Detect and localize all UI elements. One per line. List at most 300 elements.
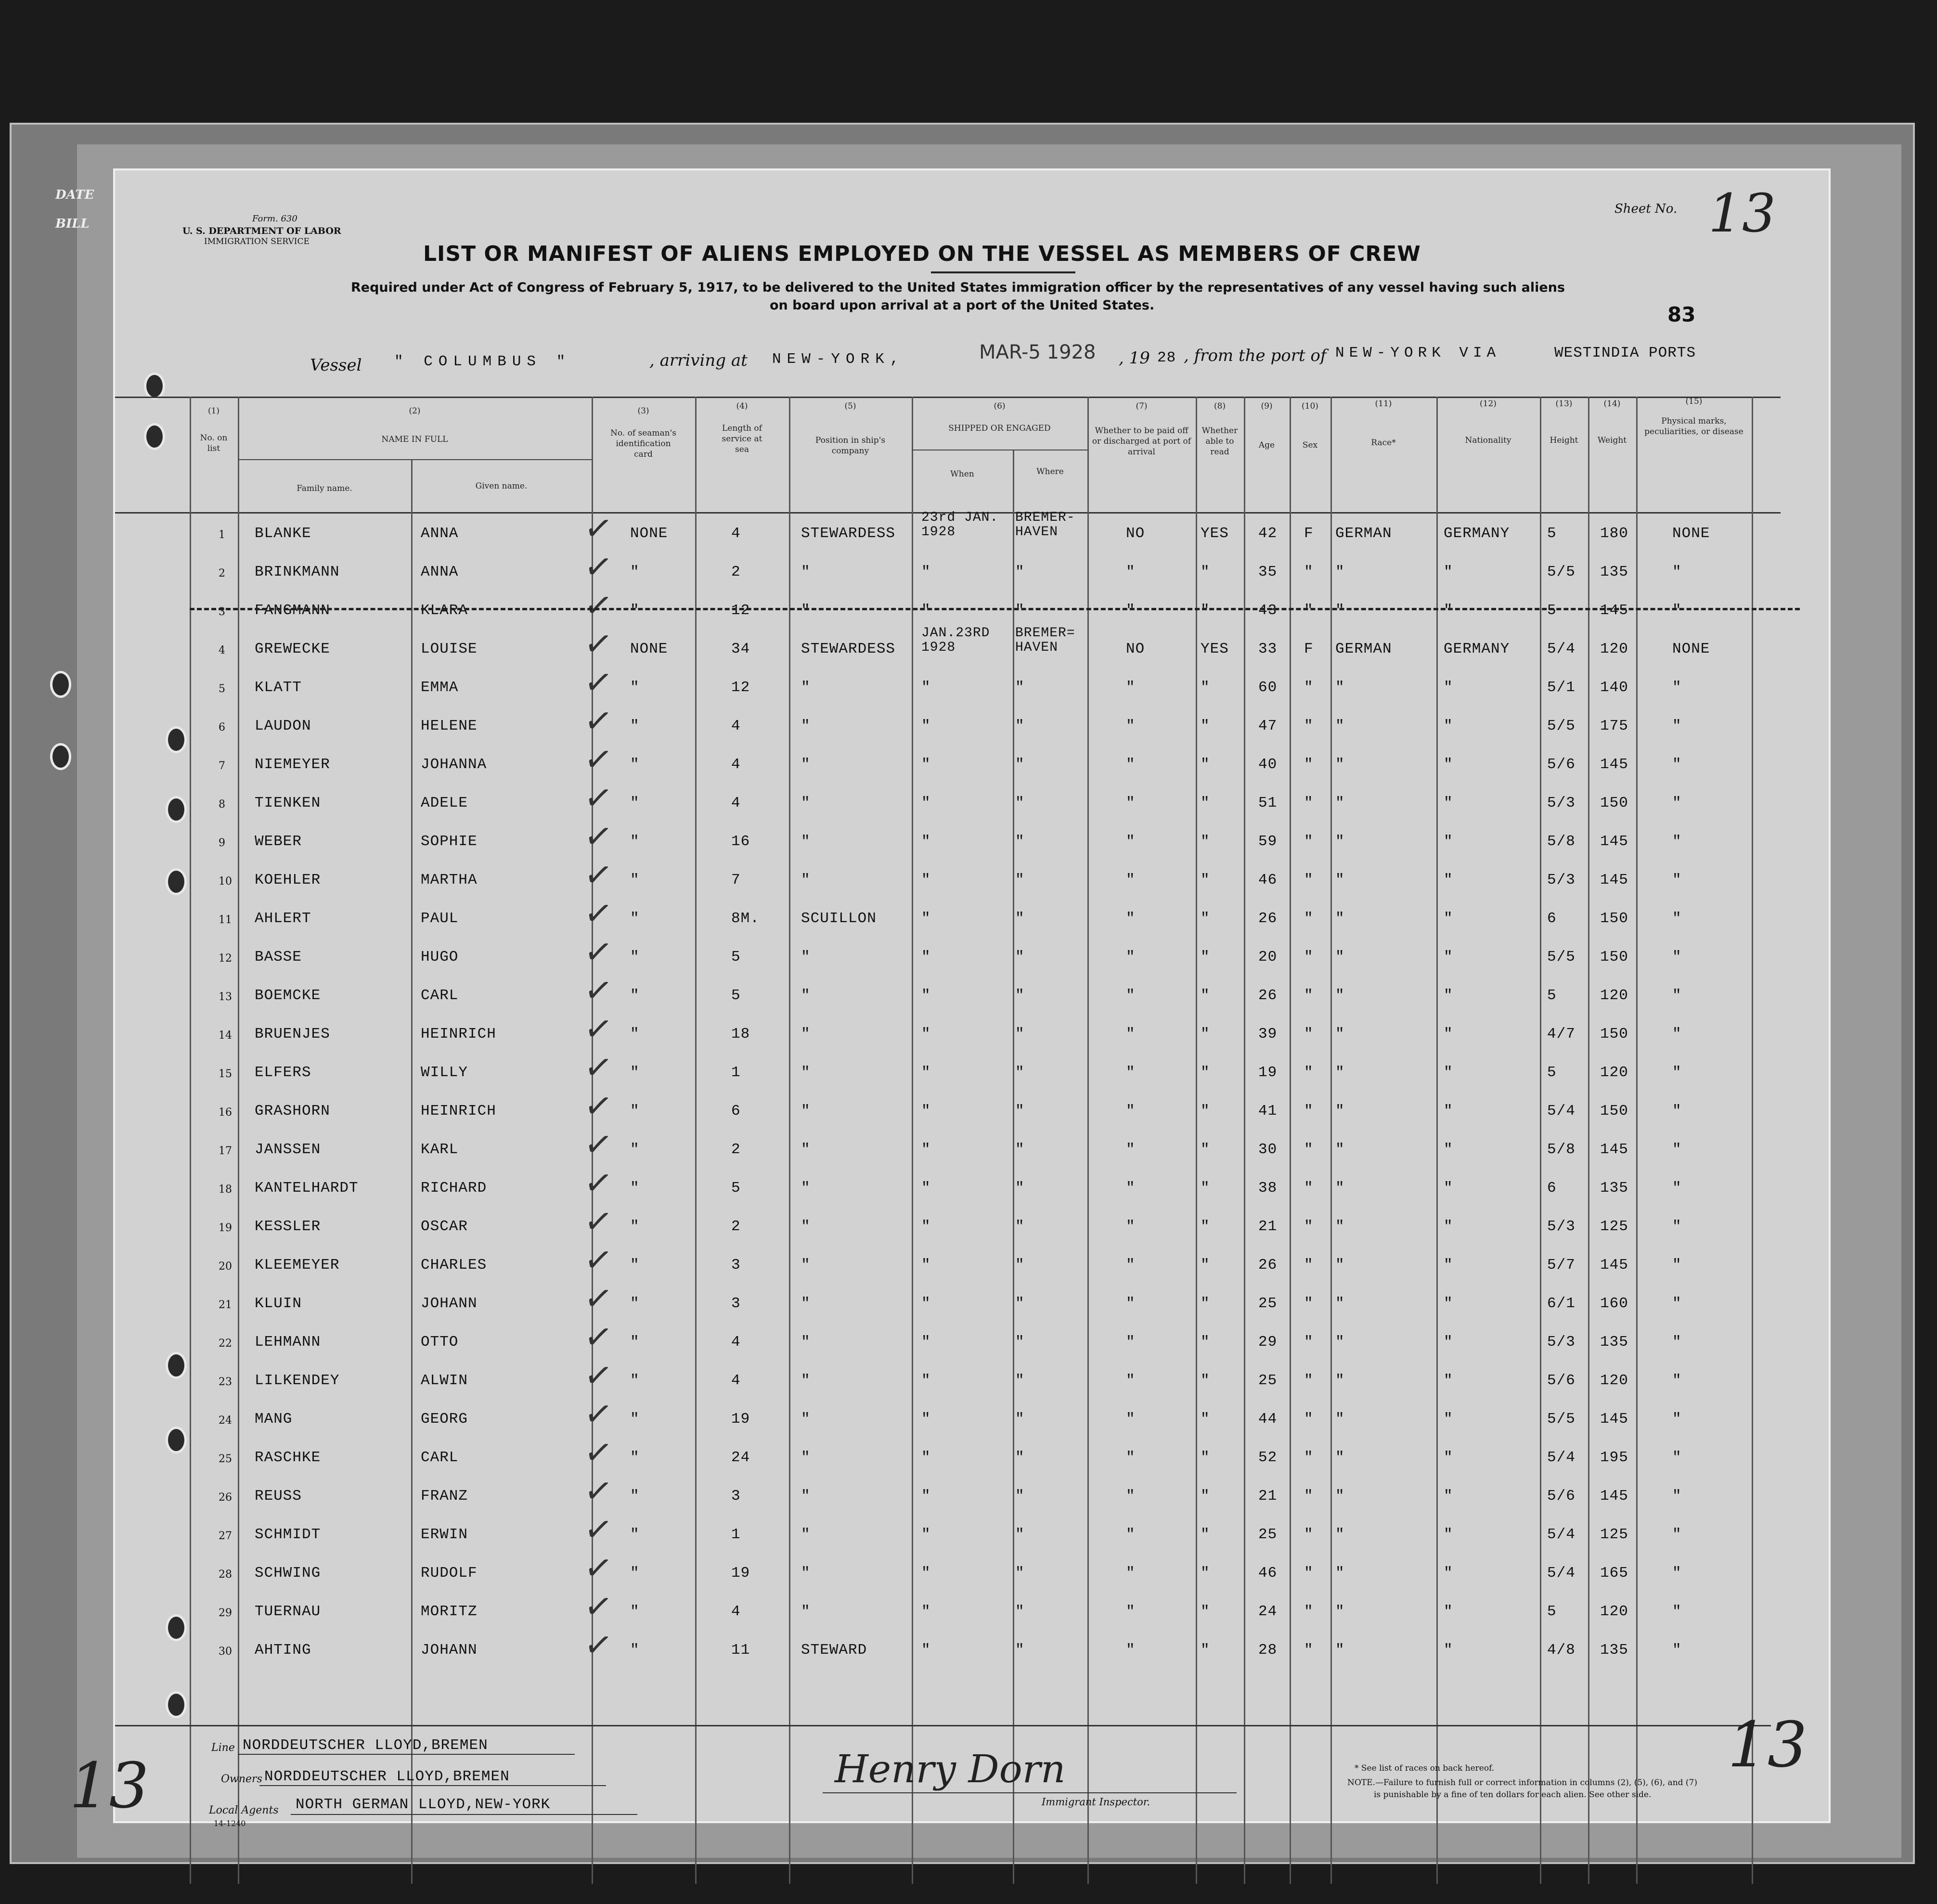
given-name: JOHANNA: [421, 756, 487, 773]
race: ": [1335, 1488, 1345, 1505]
physical-marks: ": [1672, 564, 1682, 580]
age: 26: [1258, 987, 1278, 1004]
height: 5/5: [1547, 564, 1575, 580]
paid-off: ": [1126, 602, 1136, 619]
physical-marks: ": [1672, 1103, 1682, 1119]
table-row: [115, 1508, 1829, 1554]
age: 44: [1258, 1411, 1278, 1428]
sex: ": [1304, 602, 1314, 619]
row-number: 17: [219, 1145, 232, 1157]
col3-header: No. of seaman's identification card: [610, 428, 677, 459]
able-to-read: ": [1201, 564, 1210, 580]
subtitle-line1: Required under Act of Congress of February 5, 1917, to be delivered to the United States immigration officer by the representatives of any vessel having such aliens: [351, 280, 1565, 295]
owners-value: NORDDEUTSCHER LLOYD,BREMEN: [264, 1768, 510, 1785]
table-row: [115, 1161, 1829, 1207]
nationality: ": [1444, 1526, 1453, 1543]
age: 43: [1258, 602, 1278, 619]
able-to-read: ": [1201, 1642, 1210, 1659]
height: 5/4: [1547, 1565, 1575, 1582]
checkmark-icon: ✓: [581, 1546, 616, 1590]
age: 39: [1258, 1026, 1278, 1042]
card-number: NONE: [630, 525, 668, 542]
shipped-when: ": [921, 1449, 931, 1466]
card-number: ": [630, 1218, 640, 1235]
paid-off: NO: [1126, 525, 1145, 542]
agents-label: Local Agents: [209, 1804, 279, 1816]
nationality: ": [1444, 1603, 1453, 1620]
punch-hole: [50, 671, 71, 698]
physical-marks: ": [1672, 1295, 1682, 1312]
length-of-service: 7: [731, 872, 741, 888]
race: ": [1335, 756, 1345, 773]
length-of-service: 24: [731, 1449, 750, 1466]
card-number: ": [630, 1565, 640, 1582]
length-of-service: 12: [731, 602, 750, 619]
given-name: GEORG: [421, 1411, 468, 1428]
shipped-where: ": [1015, 1603, 1025, 1620]
col7-header: Whether to be paid off or discharged at port of arrival: [1092, 426, 1191, 457]
checkmark-icon: ✓: [581, 1161, 616, 1205]
height: 5/3: [1547, 795, 1575, 811]
shipped-where: ": [1015, 795, 1025, 811]
row-number: 24: [219, 1415, 232, 1427]
able-to-read: ": [1201, 1257, 1210, 1274]
checkmark-icon: ✓: [581, 1623, 616, 1667]
table-row: [115, 1200, 1829, 1246]
table-row: [115, 1354, 1829, 1400]
race: GERMAN: [1335, 525, 1392, 542]
year-label: , 19: [1119, 348, 1150, 368]
able-to-read: ": [1201, 1526, 1210, 1543]
weight: 120: [1600, 1603, 1628, 1620]
shipped-when: JAN.23RD 1928: [921, 626, 990, 655]
paid-off: ": [1126, 1334, 1136, 1351]
race: ": [1335, 718, 1345, 734]
table-row: [115, 1431, 1829, 1477]
race: ": [1335, 910, 1345, 927]
col12-number: (12): [1480, 399, 1497, 409]
given-name: RICHARD: [421, 1180, 487, 1196]
nationality: ": [1444, 1026, 1453, 1042]
shipped-when: ": [921, 1180, 931, 1196]
family-name: FANGMANN: [255, 602, 330, 619]
sex: ": [1304, 756, 1314, 773]
shipped-where: ": [1015, 1257, 1025, 1274]
given-name: OTTO: [421, 1334, 459, 1351]
nationality: ": [1444, 1295, 1453, 1312]
physical-marks: ": [1672, 1565, 1682, 1582]
card-number: ": [630, 1526, 640, 1543]
position: ": [801, 987, 811, 1004]
from-label: , from the port of: [1184, 346, 1327, 365]
family-name: SCHWING: [255, 1565, 321, 1582]
shipped-where: ": [1015, 1372, 1025, 1389]
nationality: ": [1444, 1488, 1453, 1505]
card-number: ": [630, 1141, 640, 1158]
agents-value: NORTH GERMAN LLOYD,NEW-YORK: [296, 1796, 551, 1813]
physical-marks: ": [1672, 1334, 1682, 1351]
shipped-when: ": [921, 1295, 931, 1312]
col9-header: Age: [1258, 440, 1275, 450]
table-row: [115, 622, 1829, 668]
paid-off: ": [1126, 1141, 1136, 1158]
shipped-where: ": [1015, 872, 1025, 888]
shipped-where: ": [1015, 1488, 1025, 1505]
table-row: [115, 1084, 1829, 1130]
col15-number: (15): [1685, 397, 1703, 406]
age: 51: [1258, 795, 1278, 811]
age: 40: [1258, 756, 1278, 773]
given-name: FRANZ: [421, 1488, 468, 1505]
card-number: ": [630, 910, 640, 927]
weight: 195: [1600, 1449, 1628, 1466]
nationality: ": [1444, 602, 1453, 619]
col6-when-header: When: [950, 469, 974, 479]
line-rule: [238, 1754, 575, 1755]
col11-number: (11): [1375, 399, 1392, 409]
able-to-read: ": [1201, 1411, 1210, 1428]
shipped-where: ": [1015, 1411, 1025, 1428]
shipped-when: ": [921, 1218, 931, 1235]
row-number: 3: [219, 606, 225, 618]
row-number: 2: [219, 567, 225, 579]
race: GERMAN: [1335, 641, 1392, 657]
age: 38: [1258, 1180, 1278, 1196]
paid-off: ": [1126, 679, 1136, 696]
given-name: SOPHIE: [421, 833, 478, 850]
col2-header: NAME IN FULL: [381, 435, 448, 444]
row-number: 9: [219, 837, 225, 849]
paid-off: ": [1126, 1411, 1136, 1428]
col8-number: (8): [1214, 401, 1226, 411]
age: 59: [1258, 833, 1278, 850]
weight: 150: [1600, 1026, 1628, 1042]
given-name: HUGO: [421, 949, 459, 965]
nationality: GERMANY: [1444, 525, 1510, 542]
handwritten-13-right: 13: [1728, 1708, 1808, 1781]
checkmark-icon: ✓: [581, 930, 616, 974]
length-of-service: 3: [731, 1257, 741, 1274]
row-number: 10: [219, 875, 232, 888]
physical-marks: ": [1672, 718, 1682, 734]
checkmark-icon: ✓: [581, 1084, 616, 1128]
height: 5/6: [1547, 756, 1575, 773]
nationality: ": [1444, 795, 1453, 811]
height: 5/3: [1547, 872, 1575, 888]
able-to-read: ": [1201, 756, 1210, 773]
weight: 150: [1600, 1103, 1628, 1119]
physical-marks: ": [1672, 1411, 1682, 1428]
card-number: ": [630, 1488, 640, 1505]
family-name: AHLERT: [255, 910, 311, 927]
row-number: 16: [219, 1106, 232, 1119]
col5-number: (5): [844, 401, 856, 411]
line-value: NORDDEUTSCHER LLOYD,BREMEN: [243, 1737, 488, 1754]
race: ": [1335, 949, 1345, 965]
table-row: [115, 545, 1829, 591]
length-of-service: 4: [731, 1372, 741, 1389]
col13-header: Height: [1550, 436, 1578, 445]
card-number: ": [630, 1449, 640, 1466]
sheet-number: 13: [1708, 182, 1776, 244]
position: ": [801, 718, 811, 734]
age: 60: [1258, 679, 1278, 696]
row-number: 1: [219, 529, 225, 541]
paid-off: ": [1126, 1064, 1136, 1081]
given-name: OSCAR: [421, 1218, 468, 1235]
race: ": [1335, 602, 1345, 619]
checkmark-icon: ✓: [581, 1354, 616, 1397]
paid-off: ": [1126, 1449, 1136, 1466]
able-to-read: ": [1201, 987, 1210, 1004]
height: 5/6: [1547, 1488, 1575, 1505]
checkmark-icon: ✓: [581, 1585, 616, 1628]
nationality: ": [1444, 872, 1453, 888]
arriving-value: NEW-YORK,: [772, 351, 905, 368]
table-row: [115, 1585, 1829, 1631]
age: 42: [1258, 525, 1278, 542]
given-name: WILLY: [421, 1064, 468, 1081]
nationality: ": [1444, 679, 1453, 696]
weight: 135: [1600, 564, 1628, 580]
given-name: EMMA: [421, 679, 459, 696]
subtitle-line2: on board upon arrival at a port of the United States.: [770, 298, 1155, 313]
race-note: * See list of races on back hereof.: [1355, 1763, 1495, 1773]
given-name: MORITZ: [421, 1603, 478, 1620]
position: ": [801, 1603, 811, 1620]
side-label-bill: BILL: [55, 217, 90, 231]
shipped-when: ": [921, 795, 931, 811]
age: 33: [1258, 641, 1278, 657]
age: 25: [1258, 1526, 1278, 1543]
sex: ": [1304, 1642, 1314, 1659]
family-name: BRUENJES: [255, 1026, 330, 1042]
length-of-service: 1: [731, 1064, 741, 1081]
shipped-where: ": [1015, 1141, 1025, 1158]
nationality: ": [1444, 949, 1453, 965]
weight: 125: [1600, 1526, 1628, 1543]
age: 47: [1258, 718, 1278, 734]
family-name: SCHMIDT: [255, 1526, 321, 1543]
able-to-read: ": [1201, 1103, 1210, 1119]
card-number: ": [630, 1295, 640, 1312]
length-of-service: 5: [731, 949, 741, 965]
able-to-read: ": [1201, 833, 1210, 850]
corner-number: 83: [1667, 303, 1696, 326]
checkmark-icon: ✓: [581, 1392, 616, 1436]
position: ": [801, 1026, 811, 1042]
race: ": [1335, 1257, 1345, 1274]
shipped-where: BREMER- HAVEN: [1015, 510, 1075, 540]
weight: 175: [1600, 718, 1628, 734]
position: ": [801, 756, 811, 773]
table-row: [115, 776, 1829, 822]
age: 19: [1258, 1064, 1278, 1081]
weight: 145: [1600, 872, 1628, 888]
position: ": [801, 1488, 811, 1505]
race: ": [1335, 1565, 1345, 1582]
paid-off: ": [1126, 949, 1136, 965]
checkmark-icon: ✓: [581, 545, 616, 589]
checkmark-icon: ✓: [581, 1277, 616, 1320]
table-row: [115, 1046, 1829, 1092]
vessel-value: " COLUMBUS ": [394, 353, 571, 370]
sex: ": [1304, 1603, 1314, 1620]
position: ": [801, 1103, 811, 1119]
shipped-where: ": [1015, 949, 1025, 965]
paid-off: ": [1126, 1026, 1136, 1042]
race: ": [1335, 1642, 1345, 1659]
able-to-read: ": [1201, 795, 1210, 811]
table-row: [115, 1623, 1829, 1669]
given-name: CHARLES: [421, 1257, 487, 1274]
paid-off: ": [1126, 1642, 1136, 1659]
row-number: 14: [219, 1029, 232, 1042]
weight: 150: [1600, 949, 1628, 965]
physical-marks: ": [1672, 1141, 1682, 1158]
card-number: ": [630, 1103, 640, 1119]
height: 5: [1547, 525, 1557, 542]
position: ": [801, 795, 811, 811]
family-name: KLATT: [255, 679, 302, 696]
weight: 135: [1600, 1180, 1628, 1196]
title-rule: [931, 271, 1075, 273]
position: ": [801, 1372, 811, 1389]
row-number: 7: [219, 760, 225, 772]
able-to-read: ": [1201, 1488, 1210, 1505]
height: 4/8: [1547, 1642, 1575, 1659]
weight: 135: [1600, 1642, 1628, 1659]
shipped-when: ": [921, 1141, 931, 1158]
weight: 150: [1600, 910, 1628, 927]
table-row: [115, 815, 1829, 861]
age: 46: [1258, 872, 1278, 888]
year-value: 28: [1157, 349, 1176, 366]
from-value: NEW-YORK VIA: [1335, 345, 1501, 361]
line-label: Line: [211, 1742, 235, 1754]
paid-off: ": [1126, 1488, 1136, 1505]
position: ": [801, 1565, 811, 1582]
form-code: 14-1240: [214, 1819, 246, 1828]
card-number: ": [630, 872, 640, 888]
able-to-read: YES: [1201, 525, 1229, 542]
height: 5/5: [1547, 1411, 1575, 1428]
paid-off: ": [1126, 1372, 1136, 1389]
row-number: 5: [219, 683, 225, 695]
shipped-when: ": [921, 1064, 931, 1081]
sex: ": [1304, 718, 1314, 734]
physical-marks: ": [1672, 679, 1682, 696]
age: 21: [1258, 1218, 1278, 1235]
weight: 145: [1600, 1411, 1628, 1428]
length-of-service: 4: [731, 525, 741, 542]
col7-number: (7): [1136, 401, 1148, 411]
shipped-where: ": [1015, 1103, 1025, 1119]
row-number: 26: [219, 1492, 232, 1504]
physical-marks: ": [1672, 756, 1682, 773]
sex: ": [1304, 910, 1314, 927]
age: 29: [1258, 1334, 1278, 1351]
race: ": [1335, 1603, 1345, 1620]
table-row: [115, 738, 1829, 784]
age: 41: [1258, 1103, 1278, 1119]
able-to-read: ": [1201, 1064, 1210, 1081]
row-number: 12: [219, 952, 232, 965]
height: 5: [1547, 1064, 1557, 1081]
col1-header: No. on list: [200, 433, 228, 453]
given-name: MARTHA: [421, 872, 478, 888]
position: ": [801, 1411, 811, 1428]
weight: 120: [1600, 1372, 1628, 1389]
row-number: 13: [219, 991, 232, 1003]
physical-marks: NONE: [1672, 641, 1710, 657]
given-name: JOHANN: [421, 1642, 478, 1659]
paid-off: ": [1126, 718, 1136, 734]
paid-off: ": [1126, 833, 1136, 850]
age: 35: [1258, 564, 1278, 580]
table-row: [115, 1123, 1829, 1169]
height: 5: [1547, 987, 1557, 1004]
height: 5/3: [1547, 1218, 1575, 1235]
row-number: 4: [219, 644, 225, 656]
height: 5/1: [1547, 679, 1575, 696]
height: 6/1: [1547, 1295, 1575, 1312]
arriving-label: , arriving at: [649, 351, 748, 370]
nationality: GERMANY: [1444, 641, 1510, 657]
card-number: ": [630, 987, 640, 1004]
checkmark-icon: ✓: [581, 622, 616, 666]
sex: ": [1304, 564, 1314, 580]
paid-off: ": [1126, 1180, 1136, 1196]
length-of-service: 16: [731, 833, 750, 850]
col8-header: Whether able to read: [1201, 426, 1238, 457]
paid-off: ": [1126, 1295, 1136, 1312]
sex: ": [1304, 1180, 1314, 1196]
family-name: GRASHORN: [255, 1103, 330, 1119]
given-name: RUDOLF: [421, 1565, 478, 1582]
row-number: 8: [219, 798, 225, 810]
weight: 120: [1600, 987, 1628, 1004]
age: 26: [1258, 910, 1278, 927]
col14-number: (14): [1603, 399, 1621, 409]
able-to-read: ": [1201, 872, 1210, 888]
col2-given-header: Given name.: [475, 481, 528, 491]
age: 21: [1258, 1488, 1278, 1505]
physical-marks: ": [1672, 987, 1682, 1004]
weight: 165: [1600, 1565, 1628, 1582]
physical-marks: ": [1672, 1603, 1682, 1620]
checkmark-icon: ✓: [581, 738, 616, 781]
age: 25: [1258, 1295, 1278, 1312]
weight: 125: [1600, 1218, 1628, 1235]
col10-number: (10): [1302, 401, 1318, 411]
family-name: KLEEMEYER: [255, 1257, 340, 1274]
table-row: [115, 1277, 1829, 1323]
length-of-service: 4: [731, 1603, 741, 1620]
sex: ": [1304, 1488, 1314, 1505]
height: 5/8: [1547, 1141, 1575, 1158]
checkmark-icon: ✓: [581, 1469, 616, 1513]
physical-marks: ": [1672, 1064, 1682, 1081]
weight: 145: [1600, 1141, 1628, 1158]
length-of-service: 11: [731, 1642, 750, 1659]
weight: 145: [1600, 833, 1628, 850]
shipped-where: ": [1015, 910, 1025, 927]
race: ": [1335, 1449, 1345, 1466]
owners-label: Owners: [221, 1773, 262, 1785]
sex: ": [1304, 1218, 1314, 1235]
shipped-when: ": [921, 718, 931, 734]
